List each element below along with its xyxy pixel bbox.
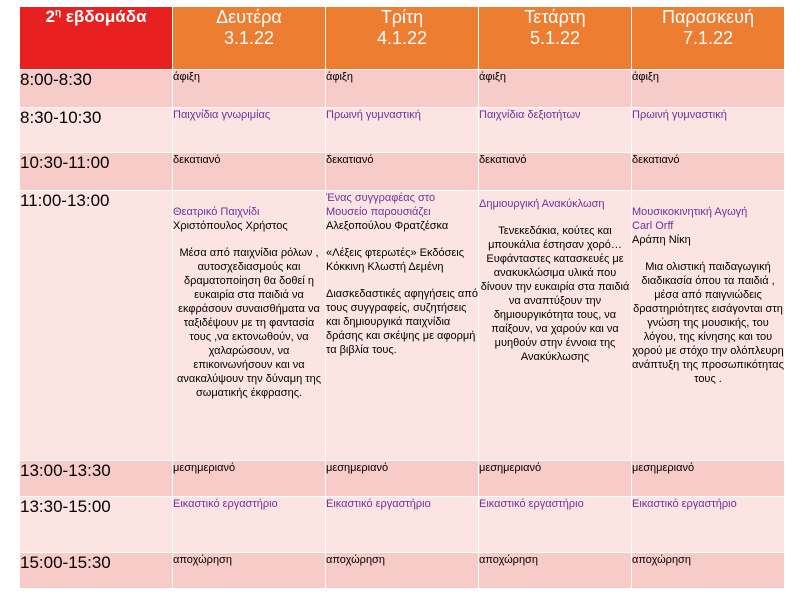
activity-subtitle: Carl Orff [632,220,674,232]
activity-cell: Εικαστικό εργαστήριο [173,497,326,553]
activity-person: Χριστόπουλος Χρήστος [173,220,288,232]
week-label [20,7,173,70]
spacer [479,211,631,224]
activity-cell: Εικαστικό εργαστήριο [632,497,785,553]
activity-cell: Παιχνίδια δεξιοτήτων [479,108,632,153]
activity-cell-author [326,191,479,461]
activity-title: Μουσικοκινητική Αγωγή [632,206,748,218]
schedule-row-departure [20,553,785,589]
day-header-friday [632,7,785,70]
week-number-suffix: η [54,7,62,19]
schedule-row-snack [20,153,785,191]
activity-title: Δημιουργική Ανακύκλωση [479,198,605,210]
activity-cell: αποχώρηση [479,553,632,589]
header-row [20,7,785,70]
time-slot: 13:00-13:30 [20,461,173,497]
day-name: Τρίτη [380,7,424,27]
activity-cell: αποχώρηση [632,553,785,589]
schedule-row-morning [20,108,785,153]
day-header-monday [173,7,326,70]
time-slot: 10:30-11:00 [20,153,173,191]
day-header-wednesday [479,7,632,70]
activity-description: Μέσα από παιχνίδια ρόλων , αυτοσχεδιασμούς και δραματοποίηση θα δοθεί η ευκαιρία στα παιδιά να εκφράσουν συναισθήματα να ταξιδέψουν με τη φαντασία τους ,να εκτονωθούν, να χαλαρώσουν, να επικοινωνήσουν και να ανακαλύψουν την δύναμη της σωματικής έκφρασης. [176,247,322,399]
spacer [326,233,478,246]
activity-cell: μεσημεριανό [173,461,326,497]
time-slot: 8:00-8:30 [20,70,173,108]
activity-description: Μια ολιστική παιδαγωγική διαδικασία όπου τα παιδιά , μέσα από παιγνιώδεις δραστηριότητες εισάγονται στη γνώση της μουσικής, του λόγου, της κίνησης και του χορού με στόχο την ολόπλευρη ανάπτυξη της προσωπικότητας τους . [632,261,784,385]
spacer [326,274,478,287]
activity-cell-theatre [173,191,326,461]
activity-book: «Λέξεις φτερωτές» Εκδόσεις Κόκκινη Κλωστή Δεμένη [326,247,465,273]
day-date: 7.1.22 [682,28,734,48]
activity-cell-music [632,191,785,461]
spacer [632,247,784,260]
day-name: Παρασκευή [661,7,755,27]
activity-cell: δεκατιανό [173,153,326,191]
day-date: 3.1.22 [223,28,275,48]
time-slot: 11:00-13:00 [20,191,173,461]
activity-cell: Παιχνίδια γνωριμίας [173,108,326,153]
activity-cell: άφιξη [173,70,326,108]
time-slot: 8:30-10:30 [20,108,173,153]
spacer [173,233,325,246]
schedule-row-arrival [20,70,785,108]
time-slot: 13:30-15:00 [20,497,173,553]
activity-person: Αλεξοπούλου Φρατζέσκα [326,220,449,232]
activity-cell: μεσημεριανό [632,461,785,497]
activity-description: Τενεκεδάκια, κούτες και μπουκάλια έστησαν χορό… Ευφάνταστες κατασκευές με ανακυκλώσιμα υλικά που δίνουν την ευκαιρία στα παιδιά να αναπτύξουν την δημιουργικότητα τους, να παίξουν, να χαρούν και να μυηθούν στην έννοια της Ανακύκλωσης [480,225,630,363]
time-slot: 15:00-15:30 [20,553,173,589]
weekly-schedule-table [19,6,785,589]
activity-cell: άφιξη [326,70,479,108]
week-word: εβδομάδα [61,7,147,26]
activity-cell: Εικαστικό εργαστήριο [326,497,479,553]
schedule-row-main-activity [20,191,785,461]
schedule-row-lunch [20,461,785,497]
activity-cell: δεκατιανό [479,153,632,191]
day-name: Τετάρτη [524,7,586,27]
activity-cell: Πρωινή γυμναστική [632,108,785,153]
activity-cell: Πρωινή γυμναστική [326,108,479,153]
activity-cell: άφιξη [632,70,785,108]
activity-cell-recycling [479,191,632,461]
activity-cell: μεσημεριανό [326,461,479,497]
day-date: 4.1.22 [376,28,428,48]
day-name: Δευτέρα [216,7,282,27]
activity-cell: αποχώρηση [173,553,326,589]
activity-title: Ένας συγγραφέας στο Μουσείο παρουσιάζει [326,192,436,218]
activity-description: Διασκεδαστικές αφηγήσεις από τους συγγραφείς, συζητήσεις και δημιουργικά παιχνίδια δράσης και σκέψης με αφορμή τα βιβλία τους. [326,288,478,356]
activity-cell: αποχώρηση [326,553,479,589]
week-number: 2 [45,7,55,26]
activity-title: Θεατρικό Παιχνίδι [173,206,260,218]
activity-cell: μεσημεριανό [479,461,632,497]
day-header-tuesday [326,7,479,70]
activity-person: Αράπη Νίκη [632,234,691,246]
activity-cell: άφιξη [479,70,632,108]
schedule-row-art [20,497,785,553]
activity-cell: δεκατιανό [326,153,479,191]
activity-cell: Εικαστικό εργαστήριο [479,497,632,553]
activity-cell: δεκατιανό [632,153,785,191]
day-date: 5.1.22 [529,28,581,48]
